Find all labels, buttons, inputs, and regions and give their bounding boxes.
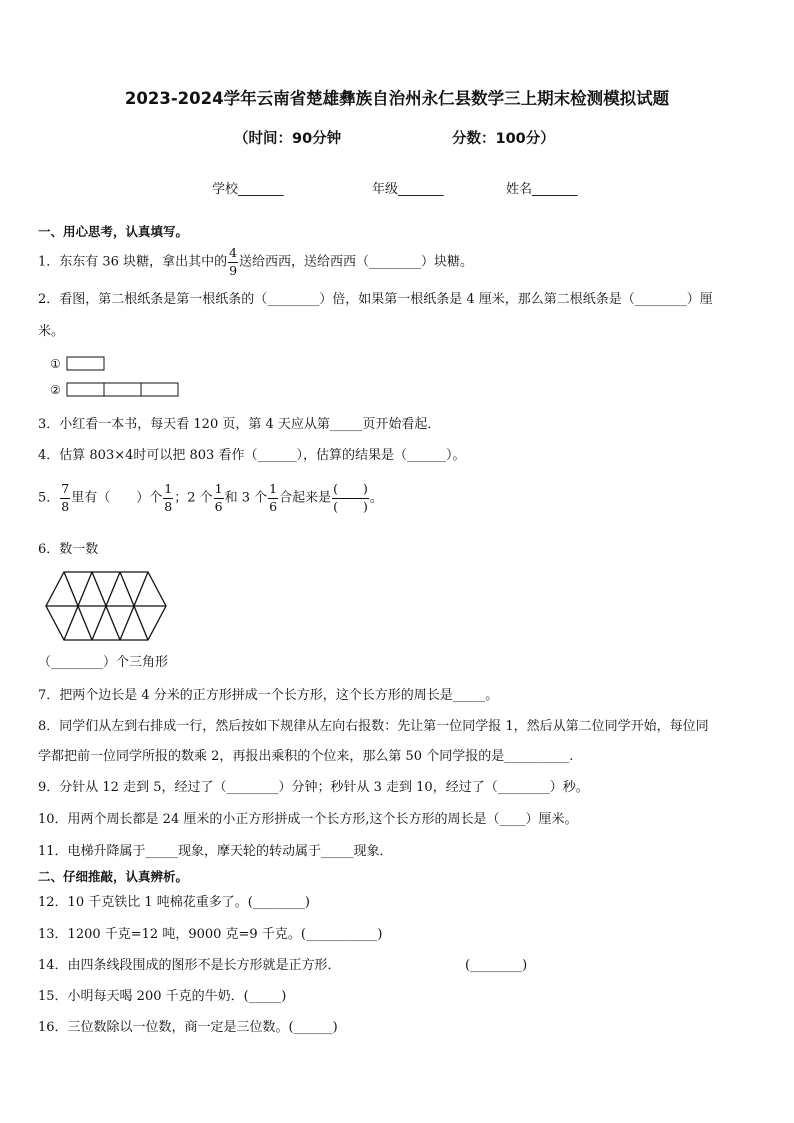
question-5: 5． $\frac{7}{8}$ 里有（ ）个 $\frac{1}{8}$ ；2 个 $\frac{1}{6}$ 和 3 个 $\frac{1}{6}$ 合起来是 $\frac{( )}{( )}$ 。 [38,481,383,514]
question-1: 1．东东有 36 块糖，拿出其中的 $\frac{4}{9}$ 送给西西，送给西西（________）块糖。 [38,245,474,278]
fraction: $\frac{1}{6}$ [269,481,278,514]
question-15: 15．小明每天喝 200 千克的牛奶．(_____) [38,989,287,1004]
exam-score: 分数：100分） [452,131,555,147]
question-12: 12．10 千克铁比 1 吨棉花重多了。(________) [38,895,310,910]
section-2-heading: 二、仔细推敲，认真辨析。 [38,869,189,884]
question-14-blank: (________) [465,958,528,973]
school-field: 学校_______ [212,182,284,197]
question-2-line-1: 2．看图，第二根纸条是第一根纸条的（________）倍，如果第一根纸条是 4 厘米，那么第二根纸条是（________）厘 [38,292,713,307]
strip-label-1: ① [50,357,61,371]
question-7: 7．把两个边长是 4 分米的正方形拼成一个长方形，这个长方形的周长是_____。 [38,688,499,703]
question-4: 4．估算 803×4时可以把 803 看作（______），估算的结果是（______）。 [38,448,466,463]
question-10: 10．用两个周长都是 24 厘米的小正方形拼成一个长方形,这个长方形的周长是（____）厘米。 [38,812,578,827]
fraction: $\frac{1}{8}$ [164,481,173,514]
answer-fraction-blank: $\frac{( )}{( )}$ [333,481,368,514]
fraction: $\frac{7}{8}$ [61,481,70,514]
question-3: 3．小红看一本书，每天看 120 页，第 4 天应从第_____页开始看起． [38,417,441,432]
question-8-line-1: 8．同学们从左到右排成一行，然后按如下规律从左向右报数：先让第一位同学报 1，然后从第二位同学开始，每位同 [38,719,709,734]
question-6: 6．数一数 [38,542,99,557]
grade-field: 年级_______ [372,182,444,197]
section-1-heading: 一、用心思考，认真填写。 [38,224,189,239]
exam-time: （时间：90分钟 [234,131,342,147]
fraction: $\frac{1}{6}$ [214,481,223,514]
fraction: $\frac{4}{9}$ [229,245,238,278]
question-13: 13．1200 千克=12 吨，9000 克=9 千克。(___________) [38,927,383,942]
name-field: 姓名_______ [506,182,578,197]
question-6-answer: （________）个三角形 [38,655,169,670]
question-16: 16．三位数除以一位数，商一定是三位数。(______) [38,1020,338,1035]
strip-label-2: ② [50,383,61,397]
question-8-line-2: 学都把前一位同学所报的数乘 2，再报出乘积的个位来，那么第 50 个同学报的是__________. [38,749,574,764]
question-9: 9．分针从 12 走到 5，经过了（________）分钟；秒针从 3 走到 10，经过了（________）秒。 [38,780,589,795]
question-11: 11．电梯升降属于_____现象，摩天轮的转动属于_____现象． [38,844,393,859]
question-14: 14．由四条线段围成的图形不是长方形就是正方形． [38,958,341,973]
question-2-line-2: 米。 [38,324,65,339]
exam-title: 2023-2024学年云南省楚雄彝族自治州永仁县数学三上期末检测模拟试题 [124,89,670,108]
